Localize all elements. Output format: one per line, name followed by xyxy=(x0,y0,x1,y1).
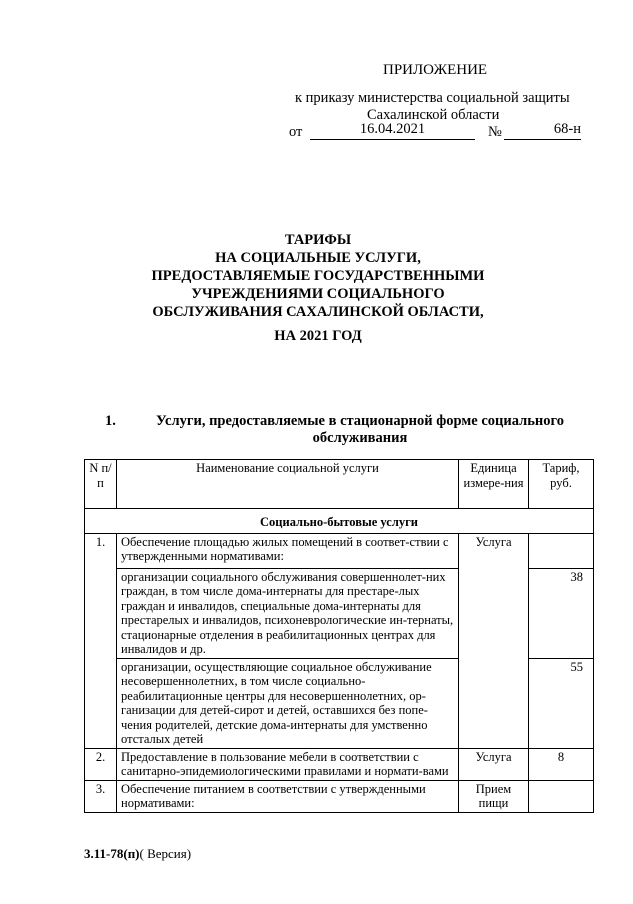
date-label: от xyxy=(289,124,303,140)
header-name: Наименование социальной услуги xyxy=(117,460,459,509)
order-reference-line2: Сахалинской области xyxy=(367,107,500,123)
order-reference-line1: к приказу министерства социальной защиты xyxy=(295,90,570,106)
row-unit: Услуга xyxy=(459,533,529,748)
row-name: организации, осуществляющие социальное обслуживание несовершеннолетних, в том числе социально-реабилитационные центры для несовершеннолетних, ор-ганизации для детей-сирот и детей, оставшихся без попе-чения родителей, детские дома-интернаты для умственно отсталых детей xyxy=(117,658,459,748)
row-tariff: 55 xyxy=(529,658,594,748)
row-num: 3. xyxy=(85,780,117,812)
row-tariff xyxy=(529,533,594,568)
subheader-social-household: Социально-бытовые услуги xyxy=(85,509,594,534)
row-tariff: 8 xyxy=(529,748,594,780)
title-line-4: УЧРЕЖДЕНИЯМИ СОЦИАЛЬНОГО xyxy=(191,286,445,302)
document-version: ( Версия) xyxy=(139,846,192,861)
appendix-heading: ПРИЛОЖЕНИЕ xyxy=(383,62,488,78)
title-line-5: ОБСЛУЖИВАНИЯ САХАЛИНСКОЙ ОБЛАСТИ, xyxy=(152,304,484,320)
table-row xyxy=(85,748,594,780)
row-name: организации социального обслуживания совершеннолет-них граждан, в том числе дома-интернаты для престаре-лых граждан и инвалидов, специальные дома-интернаты для престарелых и инвалидов, психоневрологические ин-тернаты, стационарные отделения в реабилитационных центрах для инвалидов и др. xyxy=(117,568,459,658)
table-row xyxy=(85,533,594,568)
header-num: N п/п xyxy=(85,460,117,509)
row-tariff: 38 xyxy=(529,568,594,658)
row-unit: Прием пищи xyxy=(459,780,529,812)
section-title xyxy=(140,413,580,447)
title-line-1: ТАРИФЫ xyxy=(284,232,352,248)
header-unit: Единица измере-ния xyxy=(459,460,529,509)
row-name: Обеспечение площадью жилых помещений в соответ-ствии с утвержденными нормативами: xyxy=(117,533,459,568)
row-num: 2. xyxy=(85,748,117,780)
table-row xyxy=(85,780,594,812)
section-title-line-2: обслуживания xyxy=(312,430,408,446)
document-code: 3.11-78(п) xyxy=(84,846,140,861)
order-number: 68-н xyxy=(504,121,581,140)
title-year: НА 2021 ГОД xyxy=(274,328,362,344)
document-title xyxy=(100,231,536,345)
row-name: Предоставление в пользование мебели в соответствии с санитарно-эпидемиологическими правилами и нормати-вами xyxy=(117,748,459,780)
title-line-3: ПРЕДОСТАВЛЯЕМЫЕ ГОСУДАРСТВЕННЫМИ xyxy=(151,268,485,284)
order-date: 16.04.2021 xyxy=(310,121,475,140)
row-name: Обеспечение питанием в соответствии с утвержденными нормативами: xyxy=(117,780,459,812)
number-label: № xyxy=(488,124,502,140)
table-header-row xyxy=(85,460,594,509)
section-number: 1. xyxy=(105,413,116,429)
header-tariff: Тариф, руб. xyxy=(529,460,594,509)
tariff-table xyxy=(84,459,594,813)
section-title-line-1: Услуги, предоставляемые в стационарной форме социального xyxy=(155,413,564,429)
row-tariff xyxy=(529,780,594,812)
row-unit: Услуга xyxy=(459,748,529,780)
document-footer xyxy=(84,846,191,862)
title-line-2: НА СОЦИАЛЬНЫЕ УСЛУГИ, xyxy=(215,250,421,266)
row-num: 1. xyxy=(85,533,117,748)
table-subheader-row xyxy=(85,509,594,534)
